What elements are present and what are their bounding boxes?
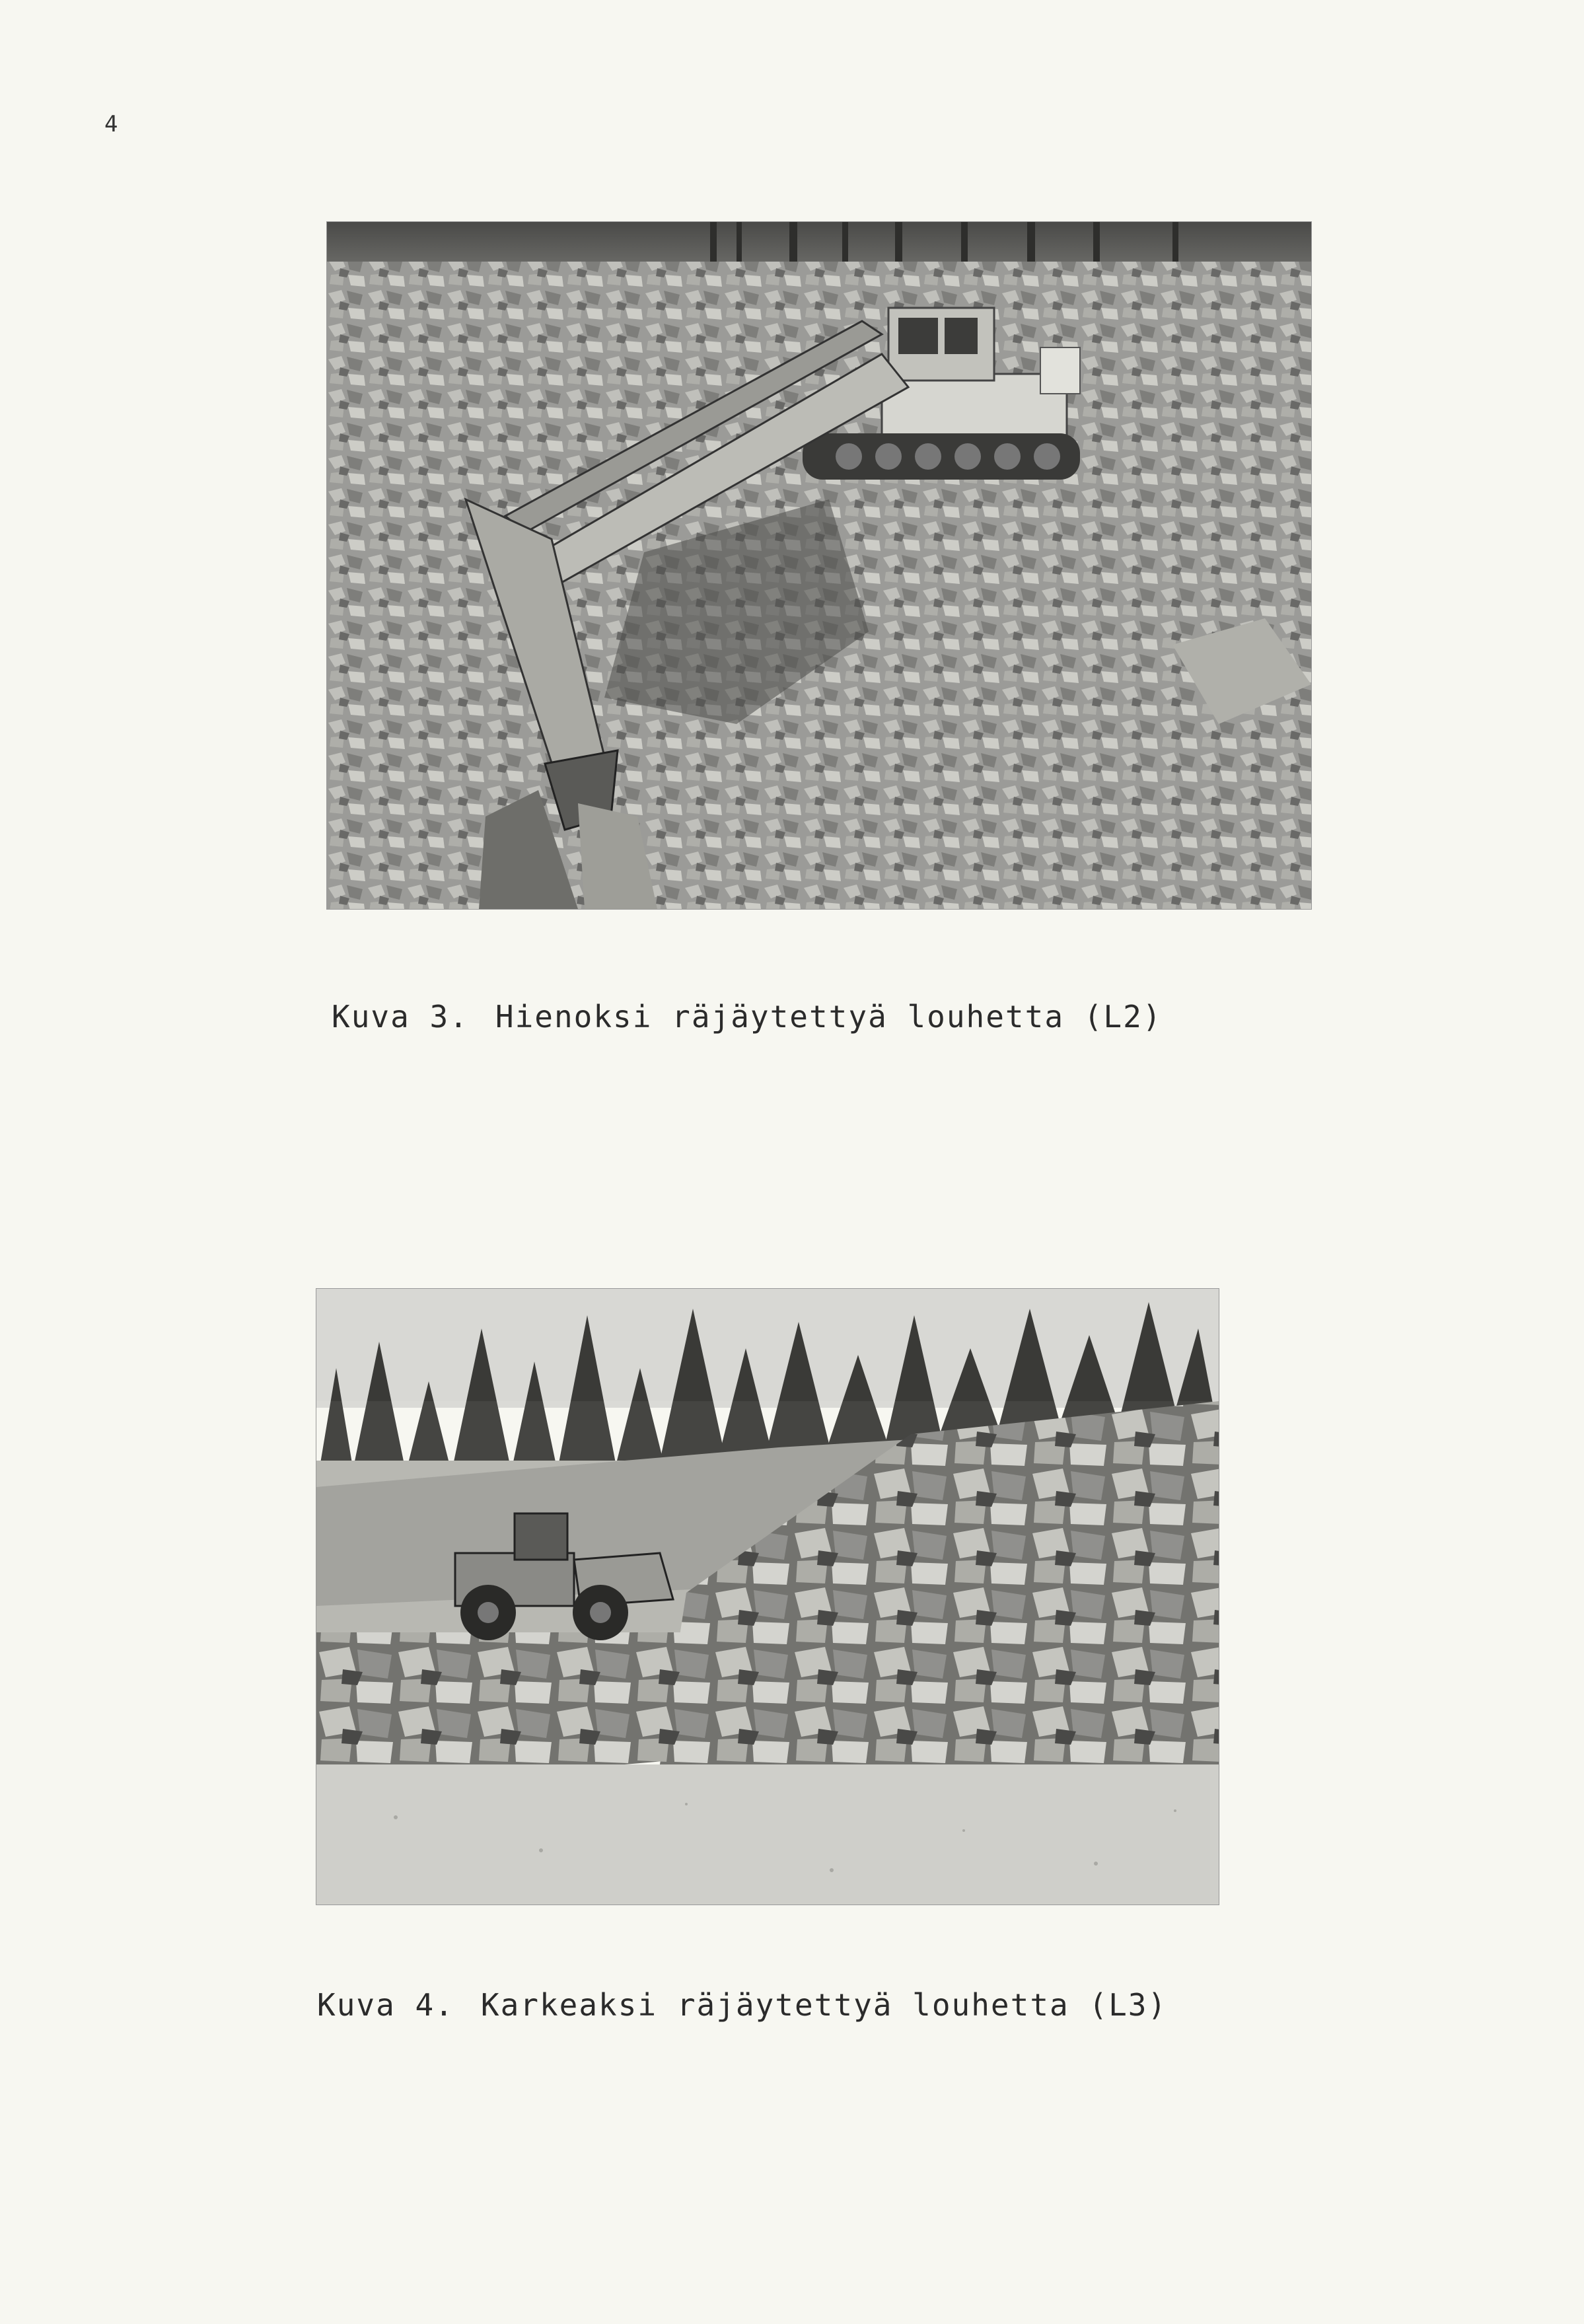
figure-4-label: Kuva 4.	[317, 1987, 454, 2023]
caption-figure-3	[332, 999, 1162, 1035]
caption-figure-4	[317, 1987, 1167, 2023]
figure-4-caption-text: Karkeaksi räjäytettyä louhetta (L3)	[480, 1987, 1168, 2023]
photo-wheel-loader	[316, 1288, 1219, 1905]
page-number: 4	[104, 111, 118, 137]
figure-3-label: Kuva 3.	[332, 999, 469, 1035]
photo-excavator	[326, 221, 1312, 910]
figure-3-caption-text: Hienoksi räjäytettyä louhetta (L2)	[495, 999, 1163, 1035]
